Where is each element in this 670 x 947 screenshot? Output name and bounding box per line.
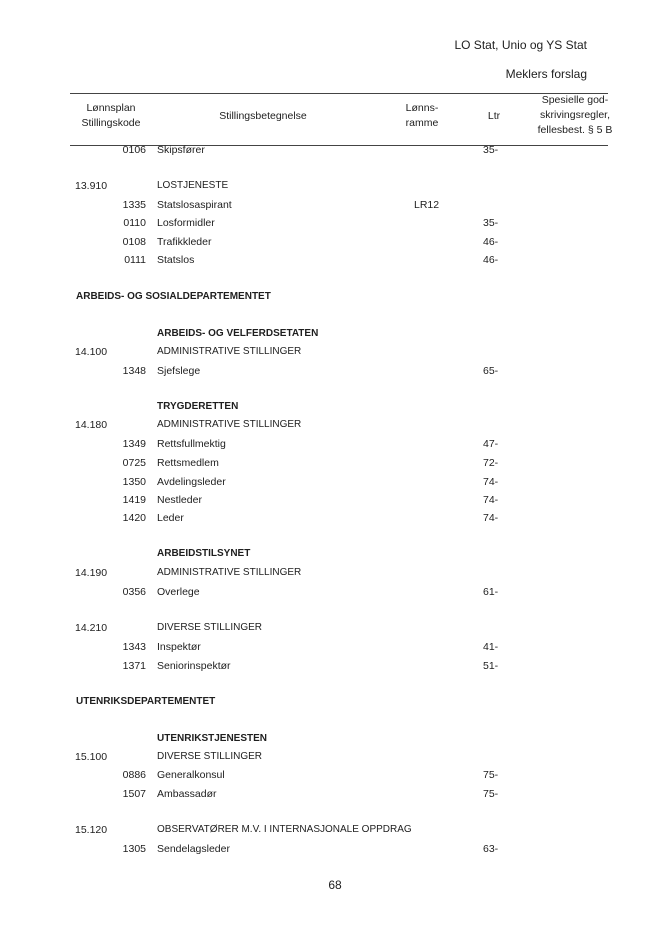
section-heading-row (0, 733, 670, 751)
cell-ltr: 47- (483, 438, 499, 450)
cell-ltr: 63- (483, 843, 499, 855)
cell-title: Seniorinspektør (157, 660, 231, 672)
cell-code: 1305 (122, 843, 146, 855)
cell-code: 1349 (122, 438, 146, 450)
cell-ltr: 41- (483, 641, 499, 653)
group-heading-row (0, 180, 670, 198)
table-row (0, 641, 670, 659)
column-header-plan: Lønnsplan Stillingskode (81, 102, 141, 129)
cell-title: Rettsfullmektig (157, 438, 226, 450)
table-row (0, 254, 670, 272)
cell-code: 1507 (122, 788, 146, 800)
column-header-title: Stillingsbetegnelse (219, 110, 307, 122)
group-heading-row (0, 751, 670, 769)
cell-title: Statslos (157, 254, 195, 266)
cell-code: 0111 (124, 254, 146, 266)
cell-plan: 14.190 (75, 567, 108, 579)
cell-ltr: 46- (483, 254, 499, 266)
cell-code: 1348 (122, 365, 146, 377)
cell-code: 1419 (122, 494, 146, 506)
cell-title: Rettsmedlem (157, 457, 219, 469)
cell-title: Ambassadør (157, 788, 217, 800)
group-heading-row (0, 567, 670, 585)
cell-ltr: 75- (483, 769, 499, 781)
column-header-ramme: Lønns- ramme (405, 102, 439, 129)
cell-plan: 14.210 (75, 622, 108, 634)
cell-ltr: 74- (483, 512, 499, 524)
cell-ltr: 61- (483, 586, 499, 598)
cell-code: 1420 (122, 512, 146, 524)
cell-title: Avdelingsleder (157, 476, 226, 488)
table-row (0, 476, 670, 494)
cell-plan: 15.120 (75, 824, 108, 836)
table-row (0, 236, 670, 254)
cell-title: UTENRIKSDEPARTEMENTET (76, 696, 216, 707)
cell-ltr: 72- (483, 457, 499, 469)
table-row (0, 660, 670, 678)
group-heading-row (0, 419, 670, 437)
document-header-line-1: LO Stat, Unio og YS Stat (454, 38, 587, 52)
cell-ltr: 75- (483, 788, 499, 800)
cell-title: LOSTJENESTE (157, 180, 229, 191)
cell-title: ARBEIDS- OG SOSIALDEPARTEMENTET (76, 291, 271, 302)
table-row (0, 365, 670, 383)
group-heading-row (0, 622, 670, 640)
cell-title: Sendelagsleder (157, 843, 230, 855)
cell-code: 0106 (122, 144, 146, 156)
table-row (0, 457, 670, 475)
cell-title: Generalkonsul (157, 769, 225, 781)
cell-title: Overlege (157, 586, 200, 598)
section-heading-row (0, 548, 670, 566)
cell-ltr: 35- (483, 217, 499, 229)
table-row (0, 788, 670, 806)
cell-code: 1335 (122, 199, 146, 211)
cell-title: Statslosaspirant (157, 199, 232, 211)
cell-title: Leder (157, 512, 184, 524)
table-row (0, 438, 670, 456)
cell-title: ADMINISTRATIVE STILLINGER (157, 346, 302, 357)
cell-title: ARBEIDS- OG VELFERDSETATEN (157, 328, 319, 339)
cell-code: 1371 (122, 660, 146, 672)
group-heading-row (0, 346, 670, 364)
cell-title: ARBEIDSTILSYNET (157, 548, 251, 559)
cell-title: Skipsfører (157, 144, 205, 156)
table-row (0, 144, 670, 162)
column-header-special-rules: Spesielle god- skrivingsregler, fellesbest. § 5 B (537, 94, 613, 136)
group-heading-row (0, 824, 670, 842)
table-row (0, 512, 670, 530)
cell-plan: 14.180 (75, 419, 108, 431)
page-number: 68 (328, 878, 342, 892)
cell-code: 0725 (122, 457, 146, 469)
cell-title: DIVERSE STILLINGER (157, 622, 263, 633)
cell-ltr: 46- (483, 236, 499, 248)
table-row (0, 217, 670, 235)
table-row (0, 494, 670, 512)
cell-code: 0108 (122, 236, 146, 248)
cell-title: OBSERVATØRER M.V. I INTERNASJONALE OPPDRAG (157, 824, 412, 835)
cell-ltr: 35- (483, 144, 499, 156)
cell-ltr: 51- (483, 660, 499, 672)
cell-title: Losformidler (157, 217, 215, 229)
cell-code: 1343 (122, 641, 146, 653)
column-header-ltr: Ltr (487, 110, 501, 122)
table-row (0, 586, 670, 604)
cell-ltr: 74- (483, 476, 499, 488)
cell-title: Sjefslege (157, 365, 201, 377)
cell-title: TRYGDERETTEN (157, 401, 239, 412)
ministry-heading-row (0, 696, 670, 714)
cell-code: 0356 (122, 586, 146, 598)
section-heading-row (0, 401, 670, 419)
cell-title: ADMINISTRATIVE STILLINGER (157, 567, 302, 578)
table-row (0, 843, 670, 861)
cell-title: ADMINISTRATIVE STILLINGER (157, 419, 302, 430)
cell-code: 0110 (123, 217, 146, 229)
cell-ramme: LR12 (414, 199, 440, 211)
cell-title: Inspektør (157, 641, 201, 653)
cell-code: 0886 (122, 769, 146, 781)
table-row (0, 769, 670, 787)
document-header-line-2: Meklers forslag (505, 67, 587, 81)
cell-plan: 13.910 (75, 180, 108, 192)
cell-ltr: 74- (483, 494, 499, 506)
cell-title: DIVERSE STILLINGER (157, 751, 263, 762)
cell-plan: 15.100 (75, 751, 108, 763)
cell-ltr: 65- (483, 365, 499, 377)
cell-title: Trafikkleder (157, 236, 212, 248)
cell-title: Nestleder (157, 494, 202, 506)
cell-plan: 14.100 (75, 346, 108, 358)
section-heading-row (0, 328, 670, 346)
cell-title: UTENRIKSTJENESTEN (157, 733, 268, 744)
cell-code: 1350 (122, 476, 146, 488)
ministry-heading-row (0, 291, 670, 309)
table-row (0, 199, 670, 217)
